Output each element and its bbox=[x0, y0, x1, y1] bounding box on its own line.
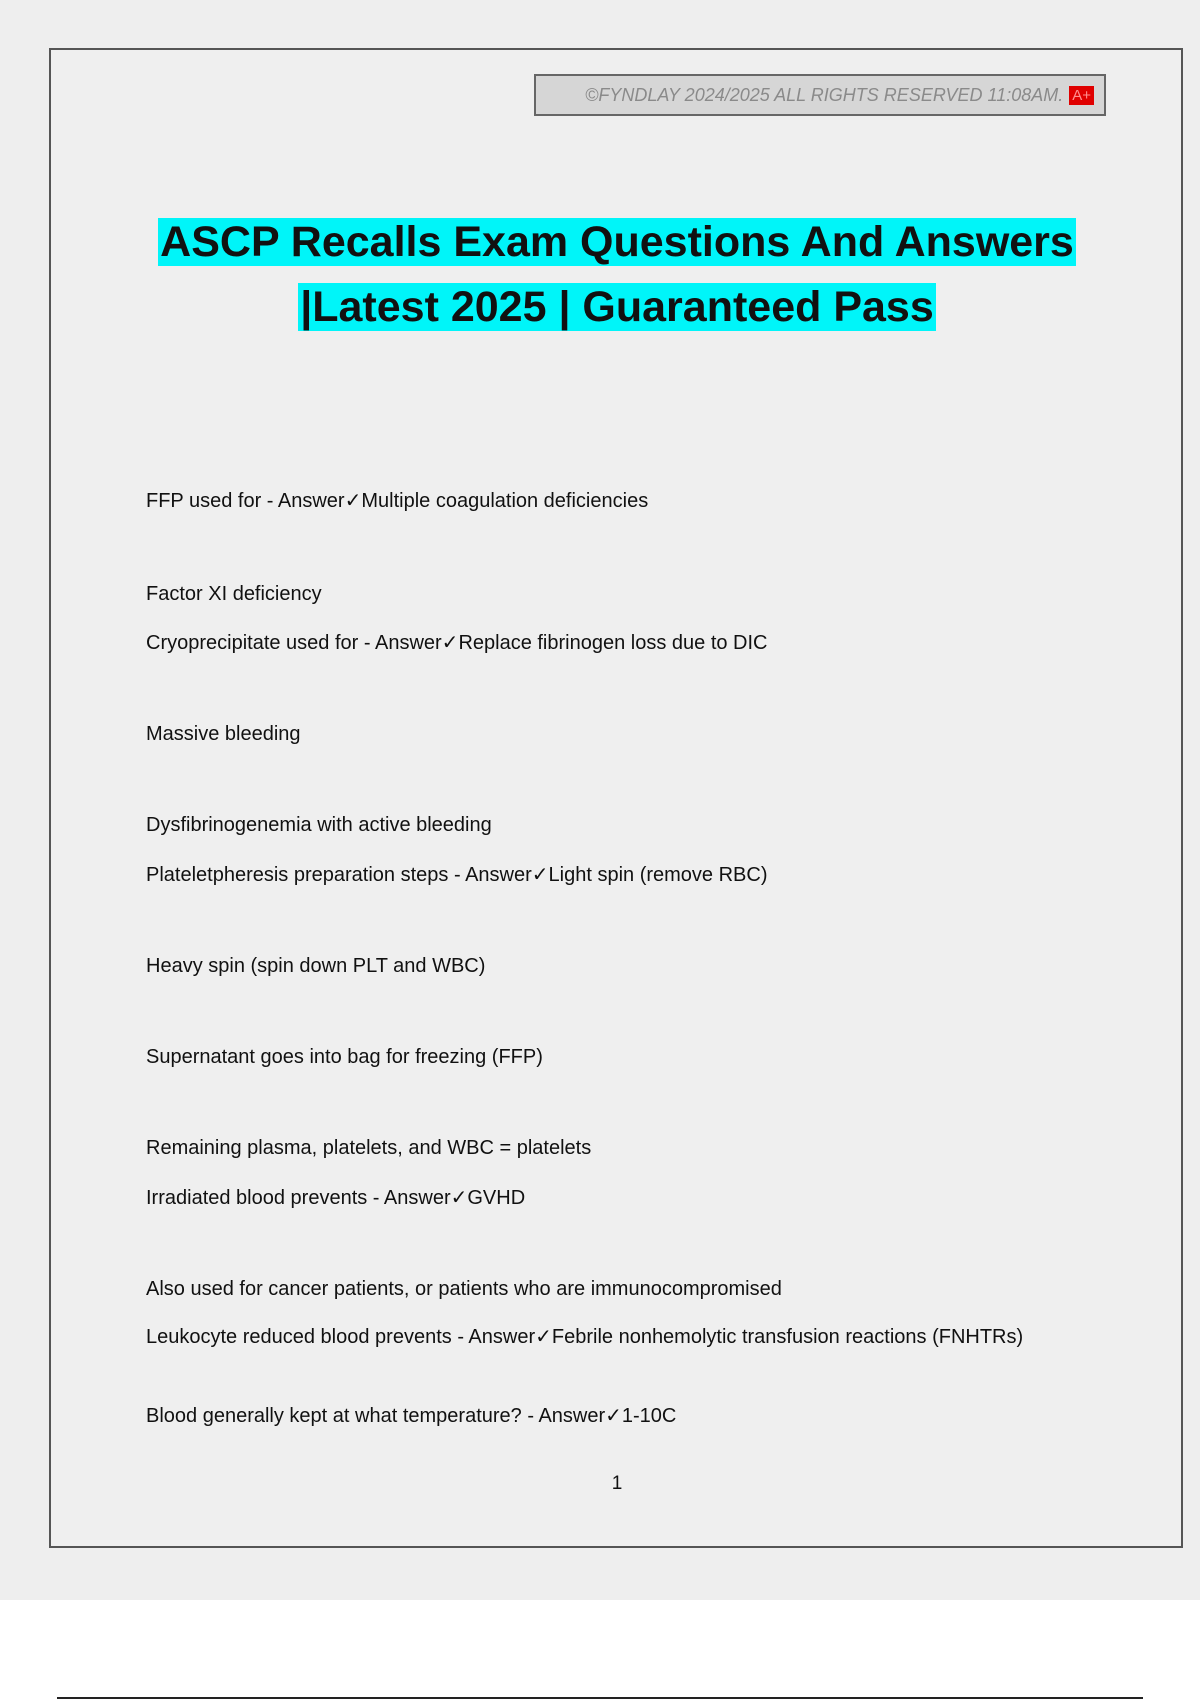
content-line: Dysfibrinogenemia with active bleeding bbox=[146, 814, 492, 836]
title-line-2: |Latest 2025 | Guaranteed Pass bbox=[300, 283, 934, 331]
content-line: Irradiated blood prevents - Answer✓GVHD bbox=[146, 1187, 526, 1209]
document-title bbox=[0, 210, 1200, 340]
content-line: Leukocyte reduced blood prevents - Answer✓Febrile nonhemolytic transfusion reactions (FNHTRs) bbox=[146, 1326, 1024, 1348]
content-line: Heavy spin (spin down PLT and WBC) bbox=[146, 955, 486, 977]
content-line: Blood generally kept at what temperature? - Answer✓1-10C bbox=[146, 1405, 677, 1427]
divider bbox=[57, 1697, 1143, 1699]
content-line: Remaining plasma, platelets, and WBC = platelets bbox=[146, 1137, 592, 1159]
copyright-text: ©FYNDLAY 2024/2025 ALL RIGHTS RESERVED 11:08AM. bbox=[585, 84, 1064, 105]
content-line: Also used for cancer patients, or patients who are immunocompromised bbox=[146, 1278, 782, 1300]
content-line: Massive bleeding bbox=[146, 723, 301, 745]
copyright-banner bbox=[534, 74, 1106, 116]
content-line: Cryoprecipitate used for - Answer✓Replace fibrinogen loss due to DIC bbox=[146, 632, 768, 654]
page-number: 1 bbox=[611, 1473, 623, 1494]
content-line: Supernatant goes into bag for freezing (FFP) bbox=[146, 1046, 543, 1068]
content-line: Factor XI deficiency bbox=[146, 583, 322, 605]
grade-badge: A+ bbox=[1069, 86, 1094, 105]
content-line: Plateletpheresis preparation steps - Answer✓Light spin (remove RBC) bbox=[146, 864, 768, 886]
title-line-1: ASCP Recalls Exam Questions And Answers bbox=[160, 218, 1074, 266]
content-line: FFP used for - Answer✓Multiple coagulation deficiencies bbox=[146, 490, 649, 512]
